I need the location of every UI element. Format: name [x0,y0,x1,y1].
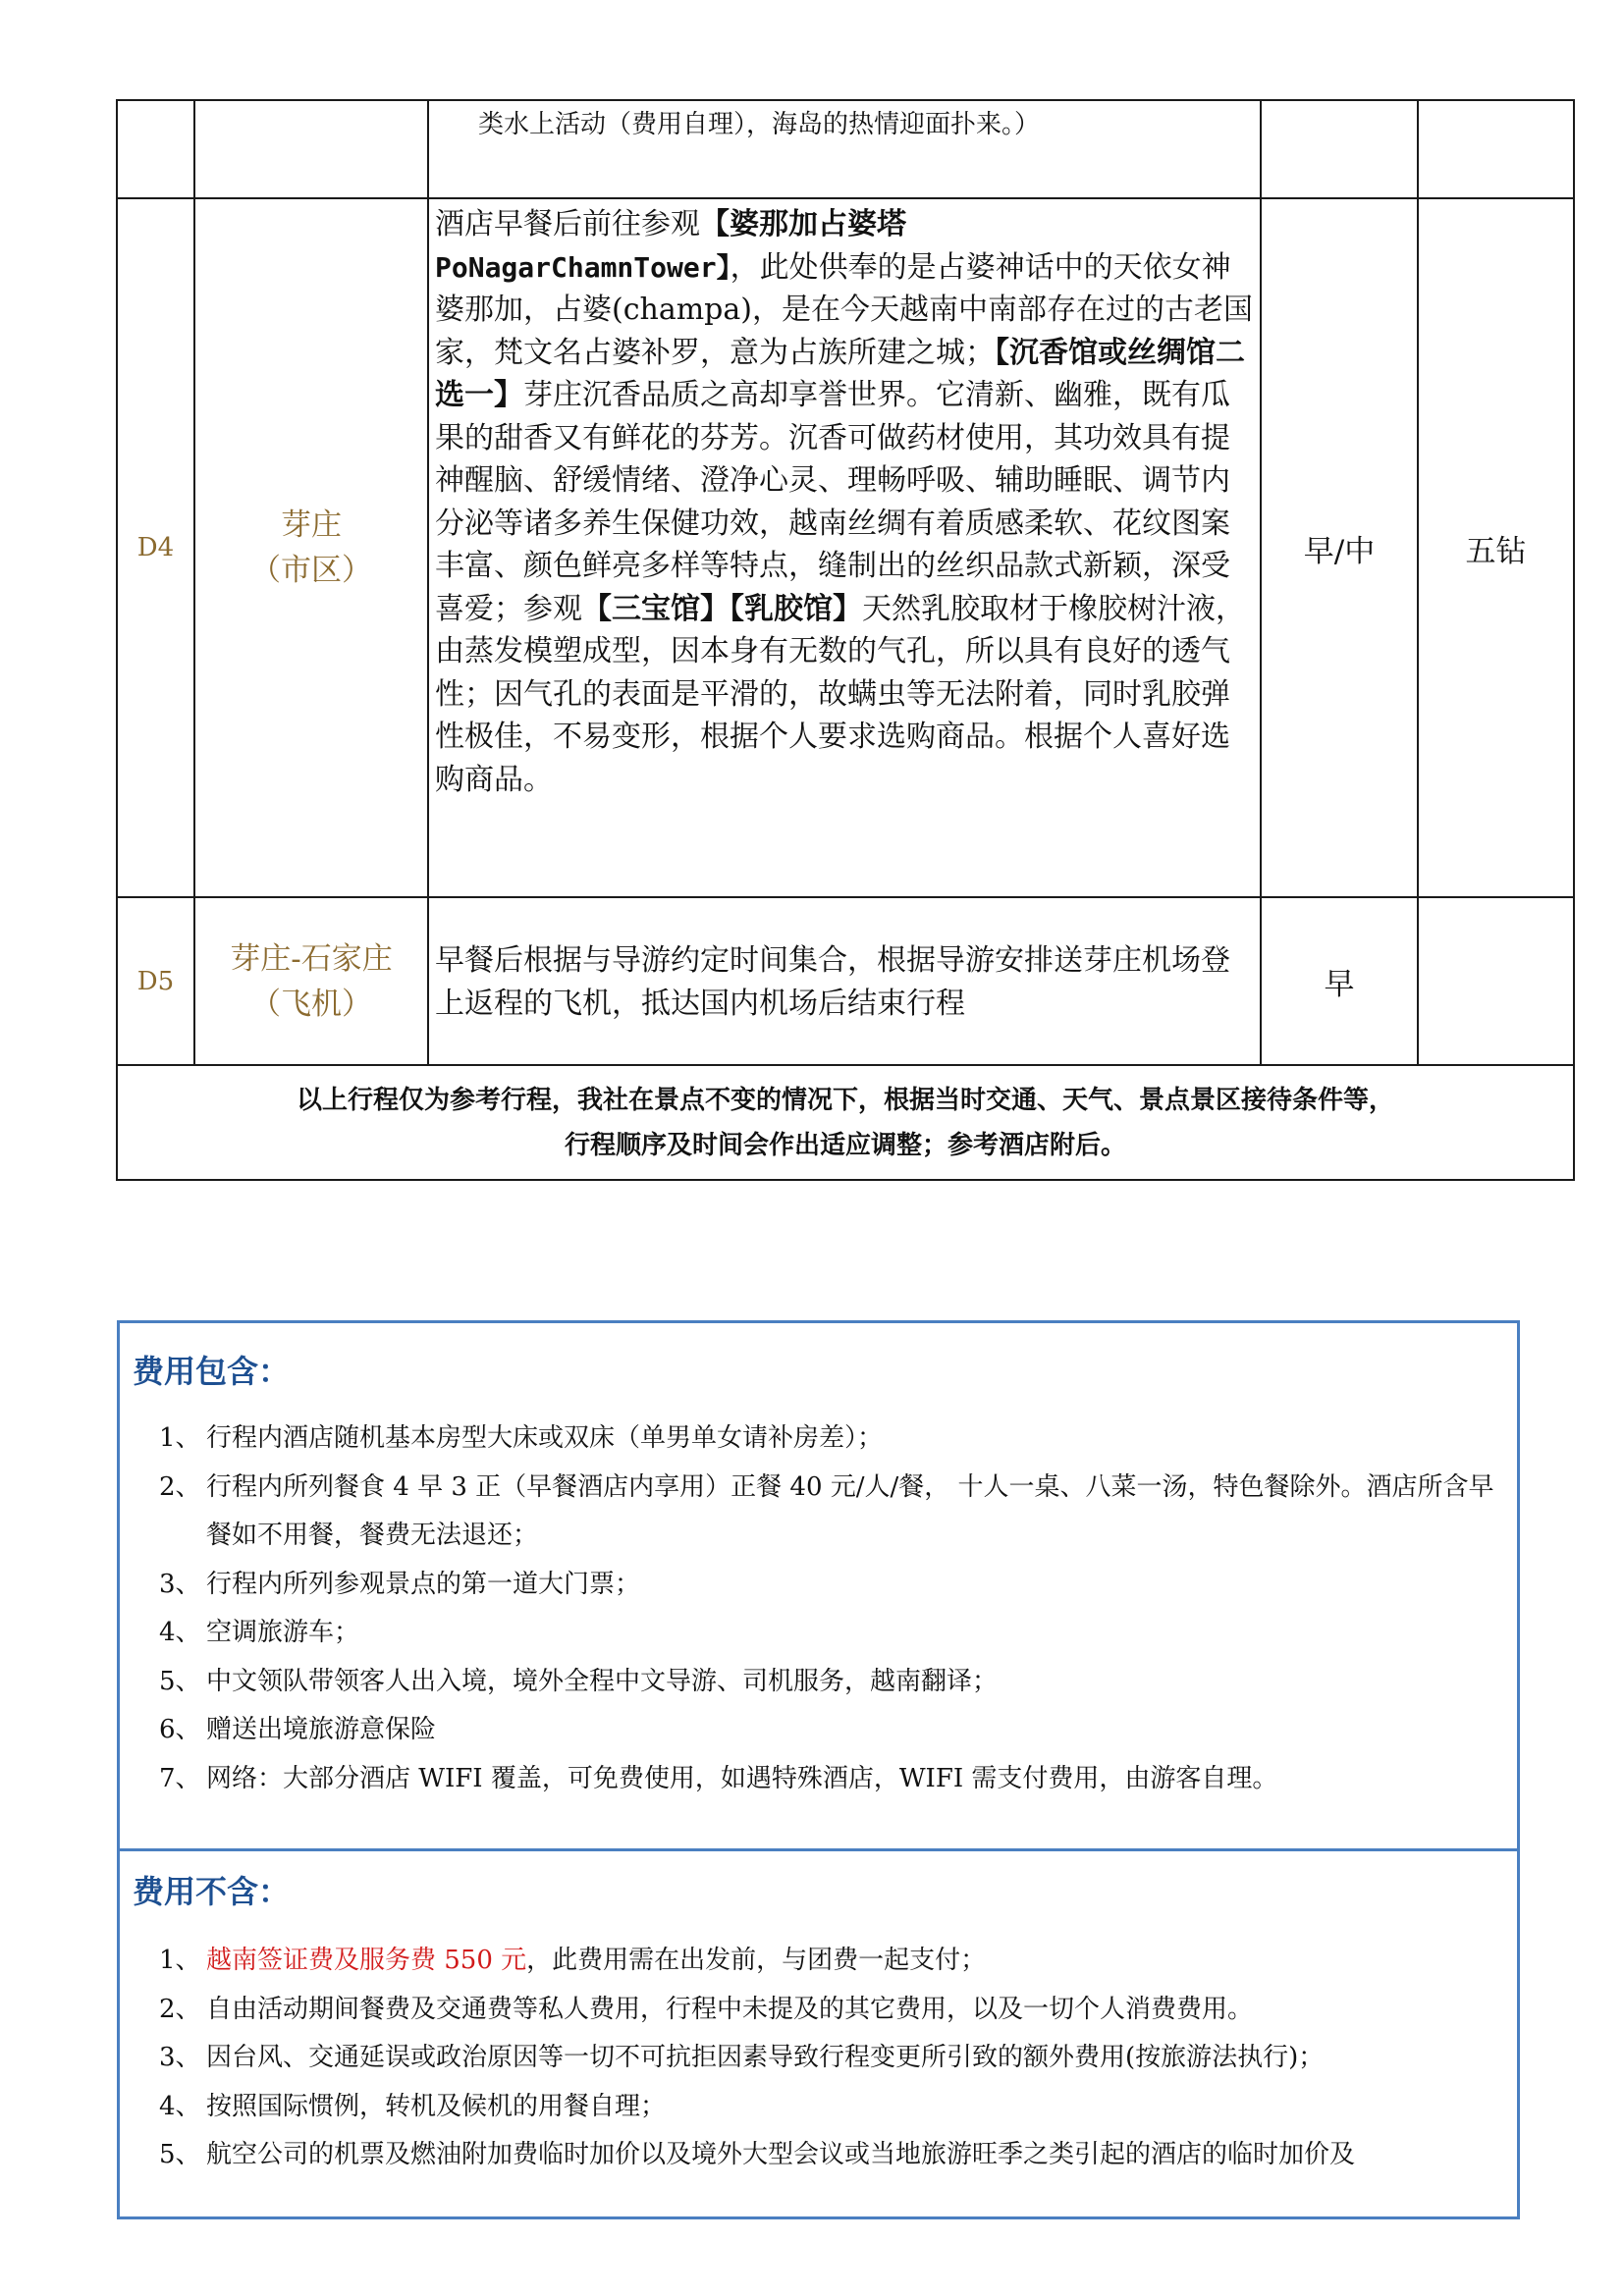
fee-exclude-list [159,1937,1507,2180]
description-cell [428,198,1261,897]
place-sub: （飞机） [250,986,372,1022]
item-number: 1、 [159,1946,201,1975]
place-sub: （市区） [250,553,372,588]
note-line: 以上行程仅为参考行程，我社在景点不变的情况下，根据当时交通、天气、景点景区接待条件等， [296,1085,1394,1115]
itinerary-note-row [117,1065,1574,1180]
desc-highlight: 【婆那加占婆塔 [700,207,906,241]
item-text: ，此费用需在出发前，与团费一起支付； [526,1946,987,1975]
list-item [159,1609,1507,1658]
desc-text: ，此处供奉的是占婆神话中的天依女神婆那加，占婆(champa)，是在今天越南中南部存在过的古老国家，梵文名占婆补罗，意为占族所建之城； [435,249,1253,370]
list-item [159,2131,1507,2180]
item-text: 因台风、交通延误或政治原因等一切不可抗拒因素导致行程变更所引致的额外费用(按旅游法执行)； [206,2043,1325,2072]
fee-include-box [117,1320,1520,1851]
list-item [159,1658,1507,1707]
item-number: 2、 [159,1994,201,2024]
list-item [159,2083,1507,2132]
item-text: 中文领队带领客人出入境，境外全程中文导游、司机服务，越南翻译； [206,1666,999,1696]
desc-highlight: PoNagarChamnTower】 [435,250,731,284]
list-item [159,1561,1507,1610]
list-item [159,1706,1507,1755]
item-number: 2、 [159,1471,201,1502]
desc-highlight: 【沉香馆或丝绸馆二选一】 [435,335,1245,412]
item-text: 行程内所列餐食 4 早 3 正（早餐酒店内享用）正餐 40 元/人/餐， 十人一桌、八菜一汤，特色餐除外。酒店所含早餐如不用餐，餐费无法退还； [206,1471,1494,1550]
item-text: 按照国际惯例，转机及候机的用餐自理； [206,2091,667,2121]
itinerary-row-continued [117,100,1574,198]
item-number: 4、 [159,2091,201,2121]
desc-text: 天然乳胶取材于橡胶树汁液，由蒸发模塑成型，因本身有无数的气孔，所以具有良好的透气性；因气孔的表面是平滑的，故螨虫等无法附着，同时乳胶弹性极佳，不易变形，根据个人要求选购商品。根据个人喜好选购商品。 [435,591,1245,797]
hotel-cell [1418,100,1574,198]
list-item [159,1415,1507,1464]
itinerary-note [117,1065,1574,1180]
item-number: 3、 [159,1569,201,1599]
place-label [194,198,428,897]
item-text: 行程内酒店随机基本房型大床或双床（单男单女请补房差）； [206,1423,884,1453]
list-item [159,1937,1507,1986]
place-name: 芽庄 [281,507,342,543]
desc-text: 酒店早餐后前往参观 [435,207,700,241]
item-number: 1、 [159,1423,201,1453]
meal-label: 早/中 [1261,198,1418,897]
item-text: 赠送出境旅游意保险 [206,1715,437,1744]
fee-include-title: 费用包含： [133,1353,291,1390]
item-text: 空调旅游车； [206,1618,360,1647]
desc-text: 芽庄沉香品质之高却享誉世界。它清新、幽雅，既有瓜果的甜香又有鲜花的芬芳。沉香可做药材使用，其功效具有提神醒脑、舒缓情绪、澄净心灵、理畅呼吸、辅助睡眠、调节内分泌等诸多养生保健功效，越南丝绸有着质感柔软、花纹图案丰富、颜色鲜亮多样等特点，缝制出的丝织品款式新颖，深受喜爱；参观 [435,378,1230,626]
visa-fee-highlight: 越南签证费及服务费 550 元 [206,1946,527,1975]
meal-label: 早 [1261,897,1418,1065]
note-line: 行程顺序及时间会作出适应调整；参考酒店附后。 [564,1130,1126,1160]
fee-exclude-title: 费用不含： [133,1873,291,1910]
fee-exclude-box [117,1845,1520,2219]
item-number: 5、 [159,1666,201,1696]
place-cell [194,100,428,198]
fee-include-list [159,1415,1507,1803]
itinerary-row-d5 [117,897,1574,1065]
list-item [159,1986,1507,2035]
meal-cell [1261,100,1418,198]
desc-highlight: 【三宝馆】【乳胶馆】 [582,591,862,626]
description-cell: 类水上活动（费用自理），海岛的热情迎面扑来。） [428,100,1261,198]
item-number: 4、 [159,1618,201,1647]
place-label [194,897,428,1065]
item-number: 3、 [159,2043,201,2072]
hotel-label: 五钻 [1418,198,1574,897]
item-text: 行程内所列参观景点的第一道大门票； [206,1569,641,1599]
day-label: D5 [117,897,194,1065]
day-cell [117,100,194,198]
item-number: 5、 [159,2140,201,2169]
itinerary-table [116,99,1575,1181]
item-text: 航空公司的机票及燃油附加费临时加价以及境外大型会议或当地旅游旺季之类引起的酒店的临时加价及 [206,2140,1356,2169]
item-number: 7、 [159,1763,201,1793]
place-name: 芽庄-石家庄 [230,940,393,977]
hotel-label [1418,897,1574,1065]
item-text: 网络：大部分酒店 WIFI 覆盖，可免费使用，如遇特殊酒店，WIFI 需支付费用，由游客自理。 [206,1763,1278,1793]
itinerary-row-d4 [117,198,1574,897]
list-item [159,1464,1507,1561]
description-cell: 早餐后根据与导游约定时间集合，根据导游安排送芽庄机场登上返程的飞机，抵达国内机场后结束行程 [428,897,1261,1065]
item-number: 6、 [159,1715,201,1744]
list-item [159,2034,1507,2083]
list-item [159,1755,1507,1804]
day-label: D4 [117,198,194,897]
item-text: 自由活动期间餐费及交通费等私人费用，行程中未提及的其它费用，以及一切个人消费费用。 [206,1994,1254,2024]
